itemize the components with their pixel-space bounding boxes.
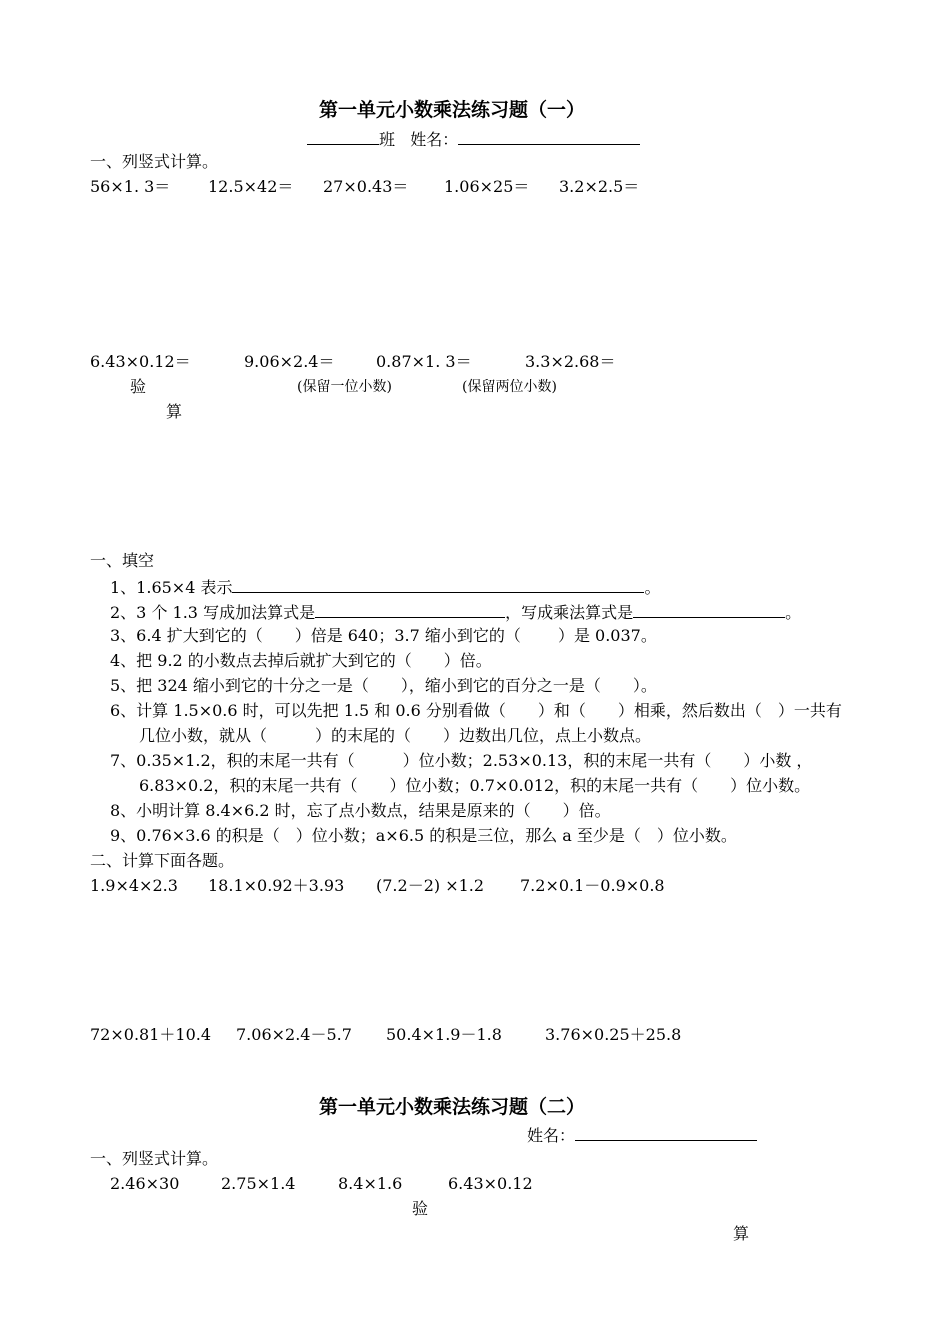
class-name-line (307, 128, 640, 150)
class-label: 班 (379, 130, 396, 149)
check-label: 验 (130, 377, 147, 396)
question-7-line-2: 6.83×0.2，积的末尾一共有（ ）位小数；0.7×0.012，积的末尾一共有（ ）位小数。 (139, 776, 811, 795)
check-label: 验 (412, 1199, 429, 1218)
question-5: 5、把 324 缩小到它的十分之一是（ ），缩小到它的百分之一是（ ）。 (110, 676, 657, 695)
problem-item: 8.4×1.6 (338, 1174, 403, 1193)
problem-item: 1.06×25＝ (444, 177, 530, 196)
problem-item: 50.4×1.9－1.8 (386, 1025, 502, 1044)
rounding-note-two-decimal: (保留两位小数) (462, 379, 557, 395)
problem-item: 3.3×2.68＝ (525, 352, 616, 371)
rounding-note-one-decimal: (保留一位小数) (297, 379, 392, 395)
answer-blank[interactable] (633, 601, 785, 618)
question-4: 4、把 9.2 的小数点去掉后就扩大到它的（ ）倍。 (110, 651, 492, 670)
question-1: 1、1.65×4 表示 。 (110, 578, 661, 597)
problem-item: 6.43×0.12＝ (90, 352, 191, 371)
page-title-1: 第一单元小数乘法练习题（一） (319, 99, 586, 121)
check-label: 算 (166, 402, 183, 421)
class-blank[interactable] (307, 128, 379, 145)
answer-blank[interactable] (315, 601, 505, 618)
question-6-line-2: 几位小数，就从（ ）的末尾的（ ）边数出几位，点上小数点。 (139, 726, 652, 745)
name-blank[interactable] (575, 1124, 757, 1141)
name-label: 姓名： (527, 1126, 576, 1145)
question-2: 2、3 个 1.3 写成加法算式是 ，写成乘法算式是 。 (110, 603, 802, 622)
answer-blank[interactable] (232, 576, 644, 593)
check-label: 算 (733, 1224, 750, 1243)
problem-item: 56×1. 3＝ (90, 177, 171, 196)
section-heading-vertical-calc: 一、列竖式计算。 (90, 152, 219, 171)
problem-item: 27×0.43＝ (323, 177, 409, 196)
problem-item: 6.43×0.12 (448, 1174, 533, 1193)
problem-item: 1.9×4×2.3 (90, 876, 178, 895)
question-8: 8、小明计算 8.4×6.2 时，忘了点小数点，结果是原来的（ ）倍。 (110, 801, 611, 820)
question-9: 9、0.76×3.6 的积是（ ）位小数；a×6.5 的积是三位，那么 a 至少是（ ）位小数。 (110, 826, 737, 845)
problem-item: 12.5×42＝ (208, 177, 294, 196)
problem-item: 7.06×2.4－5.7 (236, 1025, 352, 1044)
question-7-line-1: 7、0.35×1.2，积的末尾一共有（ ）位小数；2.53×0.13，积的末尾一共有（ ）小数 ， (110, 751, 813, 770)
problem-item: 7.2×0.1－0.9×0.8 (520, 876, 665, 895)
question-6-line-1: 6、计算 1.5×0.6 时，可以先把 1.5 和 0.6 分别看做（ ）和（ ）相乘，然后数出（ ）一共有 (110, 701, 842, 720)
name-line-2 (527, 1124, 757, 1146)
section-heading-vertical-calc-2: 一、列竖式计算。 (90, 1149, 219, 1168)
problem-item: 2.75×1.4 (221, 1174, 296, 1193)
section-heading-calculate: 二、计算下面各题。 (90, 851, 235, 870)
problem-item: 3.2×2.5＝ (559, 177, 640, 196)
problem-item: 0.87×1. 3＝ (376, 352, 472, 371)
problem-item: 3.76×0.25＋25.8 (545, 1025, 682, 1044)
name-label: 姓名： (410, 130, 459, 149)
name-blank[interactable] (458, 128, 640, 145)
problem-item: (7.2－2) ×1.2 (376, 876, 485, 895)
page-title-2: 第一单元小数乘法练习题（二） (319, 1096, 586, 1118)
problem-item: 9.06×2.4＝ (244, 352, 335, 371)
problem-item: 72×0.81＋10.4 (90, 1025, 212, 1044)
problem-item: 18.1×0.92＋3.93 (208, 876, 345, 895)
question-3: 3、6.4 扩大到它的（ ）倍是 640；3.7 缩小到它的（ ）是 0.037。 (110, 626, 657, 645)
problem-item: 2.46×30 (110, 1174, 180, 1193)
section-heading-fill: 一、填空 (90, 551, 155, 570)
